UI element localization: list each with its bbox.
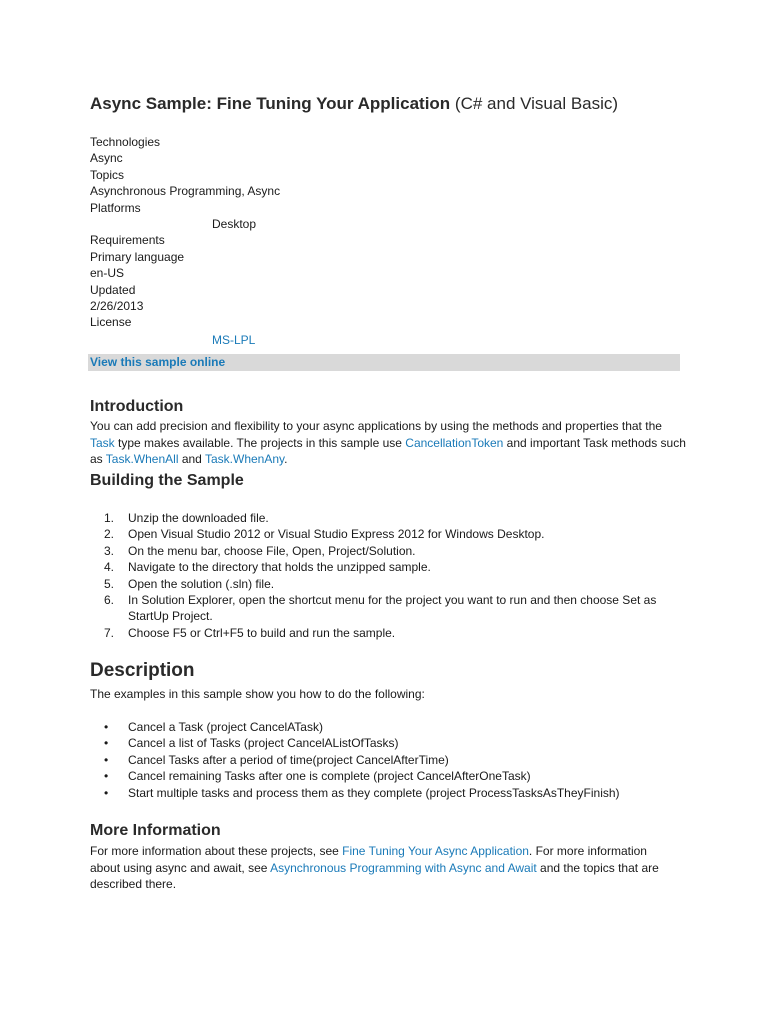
list-item xyxy=(90,576,680,592)
page-title xyxy=(90,94,618,114)
list-item xyxy=(90,719,680,735)
step-number: 7. xyxy=(104,625,115,640)
more-information-heading: More Information xyxy=(90,822,221,839)
bullet: • xyxy=(104,736,109,751)
list-item xyxy=(90,510,680,526)
technologies-value: Async xyxy=(90,151,123,166)
bullet: • xyxy=(104,720,109,734)
bullet-text: Cancel a Task (project CancelATask) xyxy=(128,720,323,734)
platforms-value: Desktop xyxy=(212,217,257,232)
cancellationtoken-link[interactable]: CancellationToken xyxy=(405,435,504,450)
more-info-text-2: . For more information about using async and await, see xyxy=(90,844,647,875)
async-programming-link[interactable]: Asynchronous Programming with Async and Await xyxy=(270,860,537,875)
list-item xyxy=(90,785,680,801)
step-number: 5. xyxy=(104,576,115,591)
step-number: 4. xyxy=(104,560,115,575)
list-item xyxy=(90,752,680,768)
introduction-paragraph xyxy=(90,418,686,468)
list-item xyxy=(90,768,680,784)
intro-text-2: type makes available. The projects in this sample use xyxy=(114,435,406,450)
sample-metadata xyxy=(90,134,280,348)
updated-value: 2/26/2013 xyxy=(90,299,144,314)
view-online-bar xyxy=(88,354,680,371)
step-text: Open the solution (.sln) file. xyxy=(128,576,275,591)
list-item xyxy=(90,735,680,751)
description-bullets xyxy=(90,719,680,801)
license-link[interactable]: MS-LPL xyxy=(212,332,256,347)
bullet-text: Start multiple tasks and process them as they complete (project ProcessTasksAsTheyFinish) xyxy=(128,785,620,800)
step-text: On the menu bar, choose File, Open, Project/Solution. xyxy=(128,543,416,558)
step-text: Choose F5 or Ctrl+F5 to build and run the sample. xyxy=(128,625,396,640)
task-link[interactable]: Task xyxy=(90,435,115,450)
requirements-label: Requirements xyxy=(90,233,165,248)
more-info-text-3: and the topics that are described there. xyxy=(90,860,659,891)
build-steps-list xyxy=(90,510,680,641)
bullet: • xyxy=(104,752,109,767)
task-whenany-link[interactable]: Task.WhenAny xyxy=(204,452,285,466)
bullet: • xyxy=(104,769,109,784)
step-number: 3. xyxy=(104,543,115,558)
task-whenall-link[interactable]: Task.WhenAll xyxy=(105,452,179,466)
topics-value: Asynchronous Programming, Async xyxy=(90,184,281,199)
technologies-label: Technologies xyxy=(90,135,161,149)
page-title-main: Async Sample: Fine Tuning Your Application xyxy=(90,94,451,113)
license-label: License xyxy=(90,315,132,330)
view-online-link[interactable]: View this sample online xyxy=(90,355,226,369)
list-item xyxy=(90,526,680,542)
step-number: 2. xyxy=(104,527,115,542)
description-heading: Description xyxy=(90,660,195,681)
building-heading: Building the Sample xyxy=(90,472,244,489)
updated-label: Updated xyxy=(90,282,136,297)
intro-text-1: You can add precision and flexibility to your async applications by using the methods and properties that the xyxy=(90,419,662,433)
list-item xyxy=(90,592,680,625)
page-title-language: (C# and Visual Basic) xyxy=(454,94,619,113)
list-item xyxy=(90,543,680,559)
step-text: Open Visual Studio 2012 or Visual Studio Express 2012 for Windows Desktop. xyxy=(128,527,545,542)
more-info-text-1: For more information about these projects, see xyxy=(90,844,343,858)
intro-text-5: and xyxy=(178,452,205,466)
bullet-text: Cancel remaining Tasks after one is complete (project CancelAfterOneTask) xyxy=(128,769,531,784)
platforms-label: Platforms xyxy=(90,200,141,215)
step-text: In Solution Explorer, open the shortcut menu for the project you want to run and then choose Set as StartUp Project. xyxy=(128,593,657,624)
list-item xyxy=(90,559,680,575)
bullet-text: Cancel a list of Tasks (project CancelAListOfTasks) xyxy=(128,736,399,751)
intro-text-6: . xyxy=(284,452,288,466)
step-text: Unzip the downloaded file. xyxy=(128,511,269,525)
intro-text-4: as xyxy=(90,452,106,466)
primary-language-value: en-US xyxy=(90,266,125,281)
step-number: 1. xyxy=(104,511,115,525)
step-number: 6. xyxy=(104,593,115,608)
primary-language-label: Primary language xyxy=(90,249,185,264)
fine-tuning-link[interactable]: Fine Tuning Your Async Application xyxy=(342,844,529,858)
description-intro: The examples in this sample show you how to do the following: xyxy=(90,687,425,701)
intro-text-3: and important Task methods such xyxy=(503,435,686,450)
bullet: • xyxy=(104,785,109,800)
list-item xyxy=(90,625,680,641)
topics-label: Topics xyxy=(90,167,125,182)
introduction-heading: Introduction xyxy=(90,398,184,415)
step-text: Navigate to the directory that holds the unzipped sample. xyxy=(128,560,431,575)
more-information-paragraph xyxy=(90,843,660,893)
bullet-text: Cancel Tasks after a period of time(project CancelAfterTime) xyxy=(128,752,449,767)
